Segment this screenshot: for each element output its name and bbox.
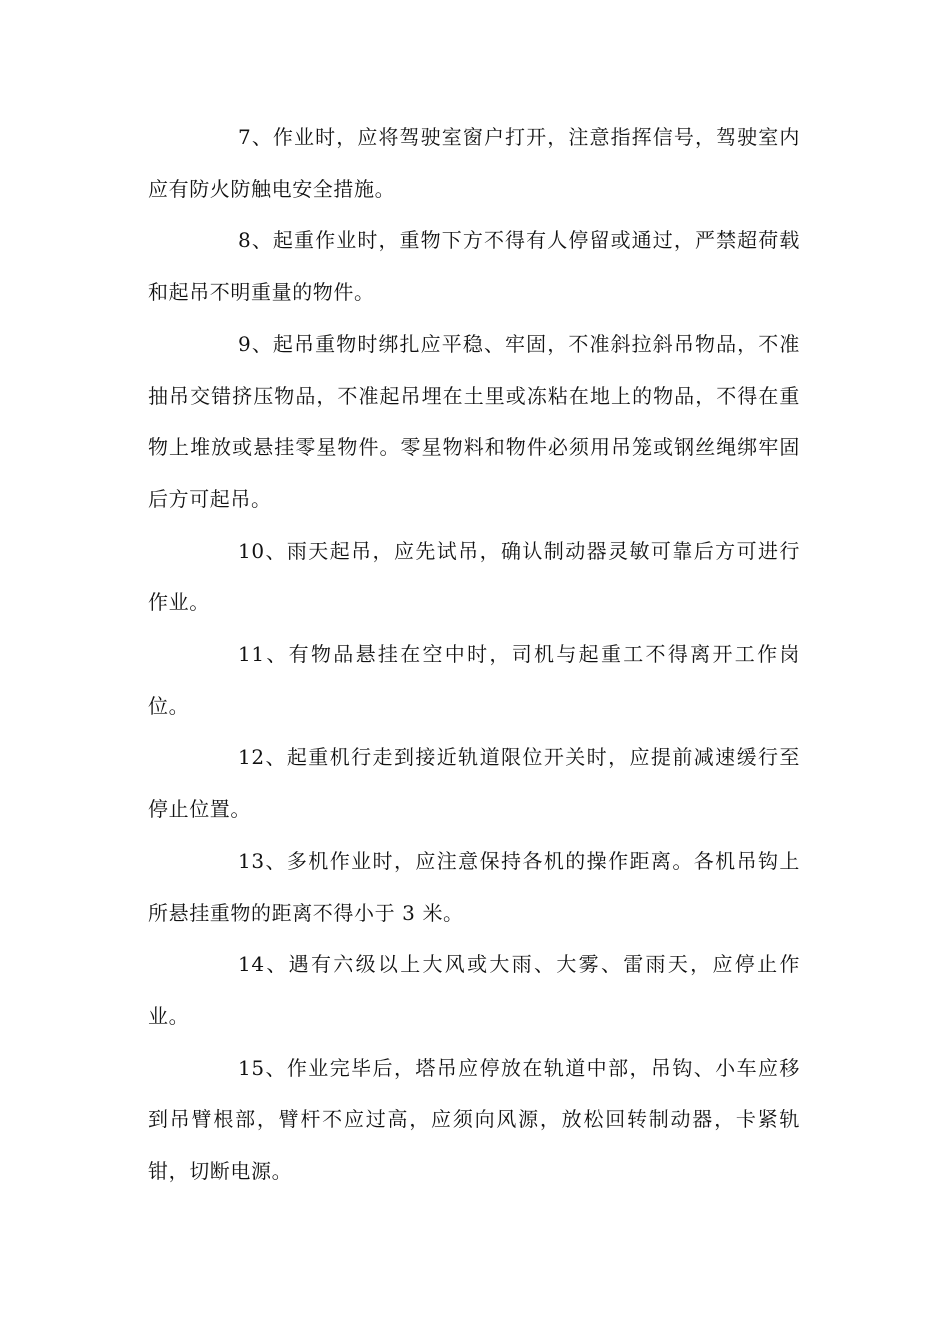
paragraph-item-9: 9、起吊重物时绑扎应平稳、牢固，不准斜拉斜吊物品，不准抽吊交错挤压物品，不准起吊埋在土里或冻粘在地上的物品，不得在重物上堆放或悬挂零星物件。零星物料和物件必须用吊笼或钢丝绳绑牢固后方可起吊。 <box>148 331 800 511</box>
paragraph-item-14: 14、遇有六级以上大风或大雨、大雾、雷雨天，应停止作业。 <box>148 952 800 1028</box>
paragraph-item-7: 7、作业时，应将驾驶室窗户打开，注意指挥信号，驾驶室内应有防火防触电安全措施。 <box>148 125 800 201</box>
paragraph-item-10: 10、雨天起吊，应先试吊，确认制动器灵敏可靠后方可进行作业。 <box>148 538 800 615</box>
paragraph-item-11: 11、有物品悬挂在空中时，司机与起重工不得离开工作岗位。 <box>148 642 800 718</box>
paragraph-item-13: 13、多机作业时，应注意保持各机的操作距离。各机吊钩上所悬挂重物的距离不得小于 3 米。 <box>148 848 800 925</box>
paragraph-item-8: 8、起重作业时，重物下方不得有人停留或通过，严禁超荷载和起吊不明重量的物件。 <box>148 228 800 305</box>
paragraph-item-15: 15、作业完毕后，塔吊应停放在轨道中部，吊钩、小车应移到吊臂根部，臂杆不应过高，应须向风源，放松回转制动器，卡紧轨钳，切断电源。 <box>148 1055 800 1184</box>
paragraph-item-12: 12、起重机行走到接近轨道限位开关时，应提前减速缓行至停止位置。 <box>148 745 800 822</box>
document-body <box>148 112 800 1198</box>
